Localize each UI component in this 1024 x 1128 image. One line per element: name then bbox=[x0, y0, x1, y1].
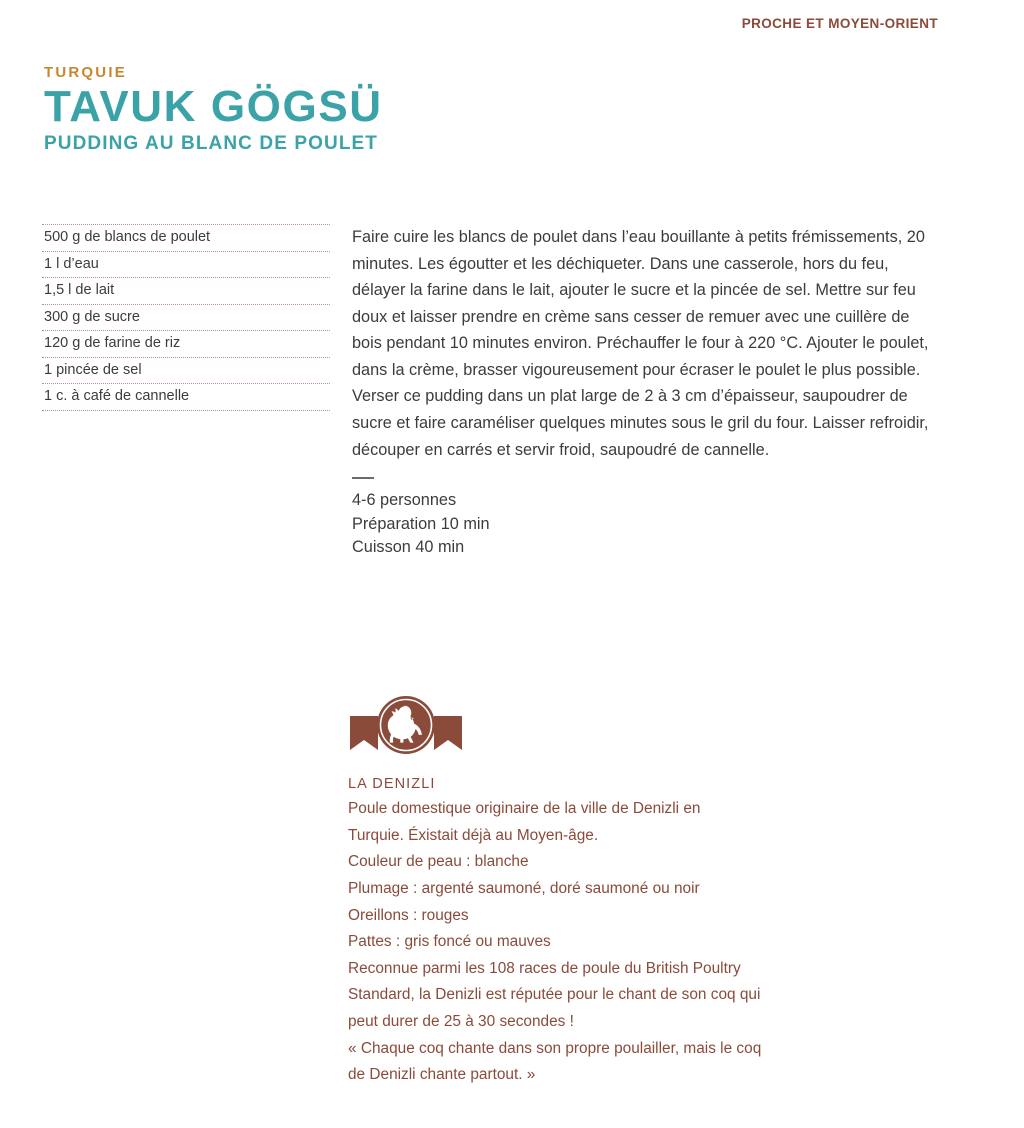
breed-description bbox=[348, 796, 948, 1089]
list-item: 1 c. à café de cannelle bbox=[42, 384, 330, 411]
breed-line: peut durer de 25 à 30 secondes ! bbox=[348, 1013, 574, 1031]
divider bbox=[352, 477, 374, 479]
country-label: TURQUIE bbox=[44, 64, 127, 81]
title-block bbox=[44, 64, 684, 155]
ingredients-list bbox=[42, 224, 330, 411]
rooster-badge-icon bbox=[348, 694, 464, 762]
breed-line: Reconnue parmi les 108 races de poule du British Poultry bbox=[348, 959, 741, 977]
breed-line: Standard, la Denizli est réputée pour le chant de son coq qui bbox=[348, 986, 761, 1004]
breed-line: Turquie. Éxistait déjà au Moyen-âge. bbox=[348, 826, 599, 844]
breed-line: de Denizli chante partout. » bbox=[348, 1066, 536, 1084]
prep-time-text: Préparation 10 min bbox=[352, 514, 490, 533]
breed-name: LA DENIZLI bbox=[348, 776, 436, 792]
breed-line: Pattes : gris foncé ou mauves bbox=[348, 933, 551, 951]
list-item: 1,5 l de lait bbox=[42, 278, 330, 305]
page-subtitle: PUDDING AU BLANC DE POULET bbox=[44, 132, 379, 154]
list-item: 1 pincée de sel bbox=[42, 358, 330, 385]
method-text: Faire cuire les blancs de poulet dans l’eau bouillante à petits frémissements, 20 minutes. Les égoutter et les déchiqueter. Dans une casserole, hors du feu, délayer la farine dans le lait, ajouter le sucre et la pincée de sel. Mettre sur feu doux et laisser prendre en crème sans cesser de remuer avec une cuillère de bois pendant 10 minutes environ. Préchauffer le four à 220 °C. Ajouter le poulet, dans la crème, brasser vigoureusement pour écraser le poulet le plus possible. Verser ce pudding dans un plat large de 2 à 3 cm d’épaisseur, saupoudrer de sucre et faire caraméliser quelques minutes sous le gril du four. Laisser refroidir, découper en carrés et servir froid, saupoudré de cannelle. bbox=[352, 228, 929, 459]
breed-line: Couleur de peau : blanche bbox=[348, 853, 529, 871]
breed-note bbox=[348, 694, 948, 1089]
breed-line: Poule domestique originaire de la ville de Denizli en bbox=[348, 800, 701, 817]
breed-line: Oreillons : rouges bbox=[348, 906, 469, 924]
breed-line: « Chaque coq chante dans son propre poulailler, mais le coq bbox=[348, 1039, 762, 1057]
method-column bbox=[352, 224, 940, 560]
list-item: 120 g de farine de riz bbox=[42, 331, 330, 358]
list-item: 500 g de blancs de poulet bbox=[42, 224, 330, 252]
cook-time-text: Cuisson 40 min bbox=[352, 538, 465, 557]
running-head: PROCHE ET MOYEN-ORIENT bbox=[741, 16, 938, 31]
breed-line: Plumage : argenté saumoné, doré saumoné ou noir bbox=[348, 879, 700, 897]
list-item: 1 l d’eau bbox=[42, 252, 330, 279]
page-title: TAVUK GÖGSÜ bbox=[44, 82, 383, 131]
list-item: 300 g de sucre bbox=[42, 305, 330, 332]
servings-text: 4-6 personnes bbox=[352, 491, 457, 510]
